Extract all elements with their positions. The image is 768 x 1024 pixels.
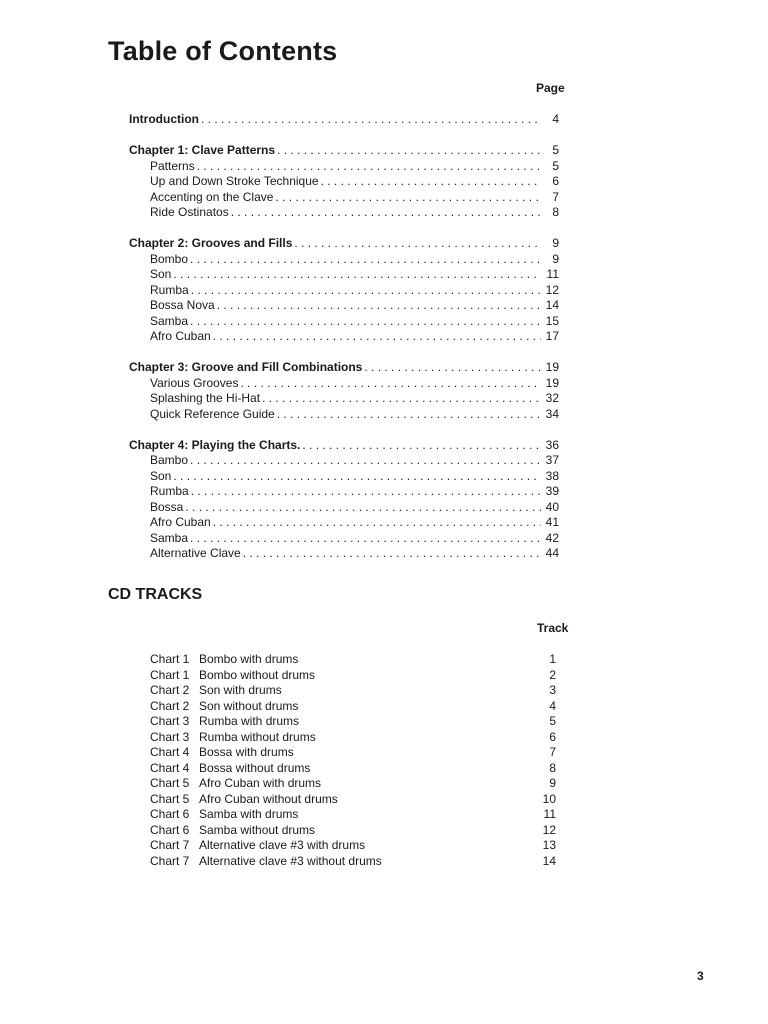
- track-chart: Chart 1: [150, 652, 190, 666]
- dot-leader: [185, 500, 541, 516]
- toc-entry-label: Bombo: [150, 251, 189, 266]
- dot-leader: [190, 252, 541, 268]
- toc-section-entry[interactable]: [129, 190, 559, 206]
- toc-chapter-entry[interactable]: [129, 360, 559, 376]
- toc-section-entry[interactable]: [129, 407, 559, 423]
- toc-page-number: 11: [546, 267, 559, 281]
- track-number: 4: [549, 698, 556, 713]
- toc-entry-label: Samba: [150, 313, 189, 328]
- cd-track-list: [150, 652, 560, 869]
- track-chart: Chart 5: [150, 776, 190, 790]
- cd-tracks-title: CD TRACKS: [108, 586, 203, 603]
- dot-leader: [294, 236, 541, 252]
- track-description: Bossa with drums: [199, 745, 294, 759]
- track-row: [150, 807, 560, 823]
- track-chart: Chart 2: [150, 683, 190, 697]
- dot-leader: [277, 143, 541, 159]
- toc-entry-label: Chapter 4: Playing the Charts.: [129, 437, 301, 452]
- track-chart: Chart 4: [150, 760, 190, 775]
- dot-leader: [262, 391, 541, 407]
- toc-entry-label: Various Grooves: [150, 375, 239, 390]
- track-number: 13: [542, 838, 556, 852]
- toc-entry-label: Chapter 3: Groove and Fill Combinations: [129, 360, 363, 374]
- toc-page-number: 19: [545, 360, 559, 374]
- dot-leader: [277, 407, 541, 423]
- track-description: Son without drums: [199, 698, 299, 713]
- track-column-header: Track: [537, 621, 569, 635]
- toc-entry-label: Ride Ostinatos: [150, 205, 229, 219]
- dot-leader: [173, 469, 541, 485]
- track-number: 3: [549, 683, 556, 697]
- dot-leader: [190, 453, 541, 469]
- toc-section-entry[interactable]: [129, 267, 559, 283]
- track-chart: Chart 6: [150, 807, 190, 821]
- track-number: 2: [549, 667, 556, 682]
- toc-page-number: 9: [552, 251, 559, 266]
- toc-section-entry[interactable]: [129, 329, 559, 345]
- page-title: Table of Contents: [108, 36, 338, 66]
- track-description: Rumba without drums: [199, 729, 316, 744]
- toc-section-entry[interactable]: [129, 159, 559, 175]
- toc-entry-label: Rumba: [150, 484, 189, 498]
- page-number: 3: [697, 969, 704, 983]
- toc-section-entry[interactable]: [129, 174, 559, 190]
- toc-page-number: 34: [545, 406, 559, 421]
- track-number: 11: [543, 807, 556, 821]
- track-row: [150, 776, 560, 792]
- track-chart: Chart 4: [150, 745, 190, 759]
- toc-page-number: 7: [552, 189, 559, 204]
- track-row: [150, 652, 560, 668]
- toc-entry-label: Afro Cuban: [150, 329, 211, 343]
- toc-page-number: 38: [545, 468, 559, 483]
- track-description: Bossa without drums: [199, 760, 311, 775]
- toc-entry-label: Splashing the Hi-Hat: [150, 391, 261, 405]
- track-number: 1: [549, 652, 556, 666]
- toc-section-entry[interactable]: [129, 376, 559, 392]
- track-chart: Chart 7: [150, 853, 190, 868]
- track-number: 5: [549, 714, 556, 728]
- toc-page-number: 44: [545, 546, 559, 560]
- track-chart: Chart 5: [150, 791, 190, 806]
- toc-group: [129, 236, 559, 345]
- toc-page-number: 4: [552, 112, 559, 126]
- toc-entry-label: Chapter 1: Clave Patterns: [129, 143, 276, 157]
- toc-page-number: 12: [545, 282, 559, 297]
- track-description: Rumba with drums: [199, 714, 300, 728]
- toc-section-entry[interactable]: [129, 469, 559, 485]
- toc-section-entry[interactable]: [129, 500, 559, 516]
- dot-leader: [201, 112, 541, 128]
- toc-entry-label: Accenting on the Clave: [150, 189, 274, 204]
- track-description: Samba without drums: [199, 822, 316, 837]
- toc-entry-label: Patterns: [150, 158, 195, 173]
- track-description: Bombo without drums: [199, 667, 316, 682]
- toc-entry-label: Bossa: [150, 499, 184, 514]
- track-description: Alternative clave #3 with drums: [199, 838, 366, 852]
- toc-page-number: 41: [545, 515, 559, 529]
- toc-page-number: 6: [552, 174, 559, 188]
- track-chart: Chart 1: [150, 667, 190, 682]
- track-description: Son with drums: [199, 683, 282, 697]
- toc-chapter-entry[interactable]: [129, 438, 559, 454]
- track-number: 7: [549, 745, 556, 759]
- track-row: [150, 730, 560, 746]
- track-number: 14: [542, 853, 556, 868]
- toc-section-entry[interactable]: [129, 283, 559, 299]
- toc-entry-label: Samba: [150, 530, 189, 545]
- toc-section-entry[interactable]: [129, 391, 559, 407]
- toc-entry-label: Son: [150, 468, 172, 483]
- toc-section-entry[interactable]: [129, 252, 559, 268]
- toc-chapter-entry[interactable]: [129, 236, 559, 252]
- track-number: 8: [549, 760, 556, 775]
- track-number: 6: [549, 729, 556, 744]
- toc-section-entry[interactable]: [129, 546, 559, 562]
- toc-page-number: 5: [552, 143, 559, 157]
- toc-section-entry[interactable]: [129, 515, 559, 531]
- toc-group: [129, 438, 559, 562]
- track-description: Bombo with drums: [199, 652, 299, 666]
- track-description: Afro Cuban with drums: [199, 776, 322, 790]
- track-chart: Chart 7: [150, 838, 190, 852]
- track-description: Samba with drums: [199, 807, 299, 821]
- dot-leader: [217, 298, 541, 314]
- toc-page-number: 17: [545, 329, 559, 343]
- dot-leader: [243, 546, 541, 562]
- dot-leader: [364, 360, 541, 376]
- toc-page-number: 37: [545, 453, 559, 467]
- track-number: 10: [542, 791, 556, 806]
- toc-page-number: 14: [545, 298, 559, 312]
- toc-entry-label: Alternative Clave: [150, 546, 241, 560]
- dot-leader: [190, 314, 541, 330]
- table-of-contents: [129, 112, 559, 577]
- toc-entry-label: Up and Down Stroke Technique: [150, 174, 319, 188]
- track-row: [150, 823, 560, 839]
- page-column-header: Page: [536, 81, 565, 95]
- toc-page-number: 42: [545, 530, 559, 545]
- dot-leader: [213, 515, 541, 531]
- toc-entry-label: Afro Cuban: [150, 515, 211, 529]
- dot-leader: [240, 376, 541, 392]
- track-row: [150, 761, 560, 777]
- toc-page-number: 15: [545, 313, 559, 328]
- toc-page-number: 39: [545, 484, 559, 498]
- track-chart: Chart 2: [150, 698, 190, 713]
- dot-leader: [173, 267, 541, 283]
- track-row: [150, 699, 560, 715]
- dot-leader: [302, 438, 541, 454]
- toc-entry-label: Bambo: [150, 453, 189, 467]
- toc-chapter-entry[interactable]: [129, 112, 559, 128]
- dot-leader: [197, 159, 541, 175]
- track-row: [150, 714, 560, 730]
- track-description: Alternative clave #3 without drums: [199, 853, 382, 868]
- toc-entry-label: Quick Reference Guide: [150, 406, 275, 421]
- track-chart: Chart 3: [150, 714, 190, 728]
- track-row: [150, 838, 560, 854]
- toc-entry-label: Rumba: [150, 282, 189, 297]
- dot-leader: [231, 205, 541, 221]
- track-description: Afro Cuban without drums: [199, 791, 338, 806]
- toc-section-entry[interactable]: [129, 453, 559, 469]
- track-chart: Chart 3: [150, 729, 190, 744]
- toc-group: [129, 112, 559, 128]
- toc-entry-label: Introduction: [129, 112, 199, 126]
- toc-page-number: 36: [545, 437, 559, 452]
- track-number: 9: [549, 776, 556, 790]
- dot-leader: [191, 484, 541, 500]
- dot-leader: [190, 531, 541, 547]
- track-row: [150, 683, 560, 699]
- toc-section-entry[interactable]: [129, 298, 559, 314]
- dot-leader: [275, 190, 541, 206]
- toc-chapter-entry[interactable]: [129, 143, 559, 159]
- track-row: [150, 792, 560, 808]
- toc-group: [129, 143, 559, 221]
- dot-leader: [321, 174, 541, 190]
- track-row: [150, 745, 560, 761]
- track-chart: Chart 6: [150, 822, 190, 837]
- toc-page-number: 8: [552, 205, 559, 219]
- toc-page-number: 40: [545, 499, 559, 514]
- toc-section-entry[interactable]: [129, 531, 559, 547]
- toc-entry-label: Bossa Nova: [150, 298, 215, 312]
- track-row: [150, 854, 560, 870]
- toc-group: [129, 360, 559, 422]
- track-row: [150, 668, 560, 684]
- track-number: 12: [542, 822, 556, 837]
- toc-section-entry[interactable]: [129, 205, 559, 221]
- dot-leader: [191, 283, 541, 299]
- toc-page-number: 19: [545, 375, 559, 390]
- toc-page-number: 9: [552, 236, 559, 250]
- dot-leader: [213, 329, 541, 345]
- toc-entry-label: Chapter 2: Grooves and Fills: [129, 236, 293, 250]
- toc-section-entry[interactable]: [129, 484, 559, 500]
- toc-section-entry[interactable]: [129, 314, 559, 330]
- toc-page-number: 32: [545, 391, 559, 405]
- toc-page-number: 5: [552, 158, 559, 173]
- toc-entry-label: Son: [150, 267, 172, 281]
